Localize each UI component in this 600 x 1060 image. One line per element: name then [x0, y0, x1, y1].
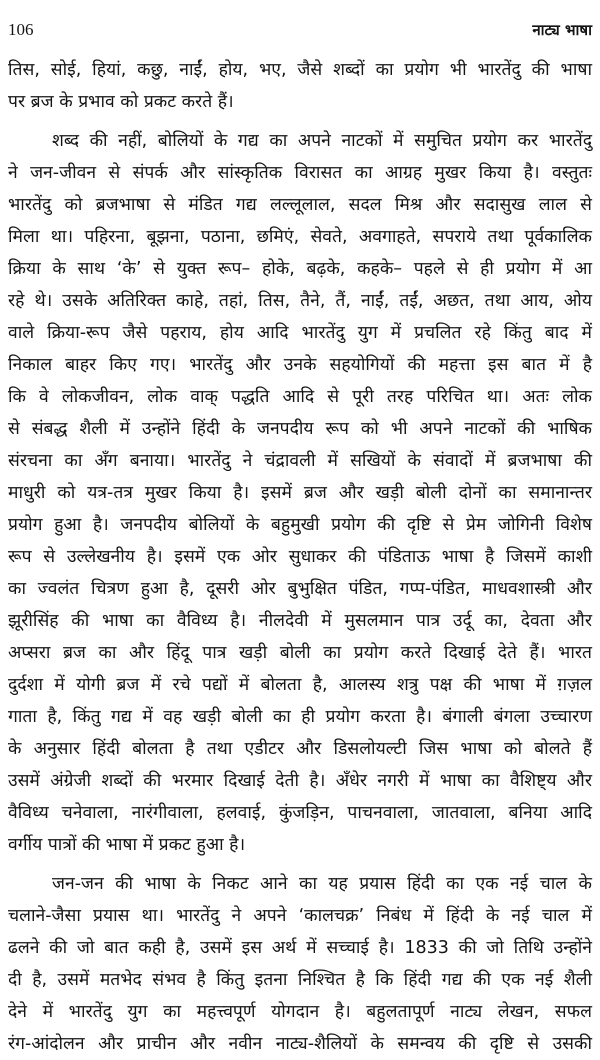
- text-line: वैविध्य चनेवाला, नारंगीवाला, हलवाई, कुंजड़िन, पाचनवाला, जातवाला, बनिया आदि: [8, 803, 592, 823]
- text-line: तिस, सोई, हियां, कछु, नाईं, होय, भए, जैसे शब्दों का प्रयोग भी भारतेंदु की भाषा: [8, 60, 592, 80]
- text-line: अप्सरा ब्रज का और हिंदू पात्र खड़ी बोली का प्रयोग करते दिखाई देते हैं। भारत: [8, 643, 592, 663]
- chapter-title: नाट्य भाषा: [532, 21, 592, 39]
- text-line: दुर्दशा में योगी ब्रज में रचे पद्यों में बोलता है, आलस्य शत्रु पक्ष की भाषा में ग़ज़ल: [8, 675, 592, 695]
- text-line: ढलने की जो बात कही है, उसमें इस अर्थ में सच्चाई है। 1833 की जो तिथि उन्होंने: [8, 938, 592, 958]
- text-line: प्रयोग हुआ है। जनपदीय बोलियों के बहुमुखी प्रयोग की दृष्टि से प्रेम जोगिनी विशेष: [8, 515, 592, 535]
- text-line: ने जन-जीवन से संपर्क और सांस्कृतिक विरासत का आग्रह मुखर किया है। वस्तुतः: [8, 163, 592, 183]
- text-line: पर ब्रज के प्रभाव को प्रकट करते हैं।: [8, 92, 234, 112]
- text-line: के अनुसार हिंदी बोलता है तथा एडीटर और डिसलोयल्टी जिस भाषा को बोलते हैं: [8, 739, 592, 759]
- paragraph: [8, 54, 592, 118]
- text-line: उसमें अंग्रेजी शब्दों की भरमार दिखाई देती है। अँधेर नगरी में भाषा का वैशिष्ट्य और: [8, 771, 592, 791]
- text-line: निकाल बाहर किए गए। भारतेंदु और उनके सहयोगियों की महत्ता इस बात में है: [8, 355, 592, 375]
- running-header: [8, 20, 592, 44]
- paragraph: [8, 125, 592, 861]
- text-line: भारतेंदु को ब्रजभाषा से मंडित गद्य लल्लूलाल, सदल मिश्र और सदासुख लाल से: [8, 195, 592, 215]
- paragraph: [8, 868, 592, 1060]
- text-line: रंग-आंदोलन और प्राचीन और नवीन नाट्य-शैलियों के समन्वय की दृष्टि से उसकी: [8, 1034, 592, 1054]
- text-line: का ज्वलंत चित्रण हुआ है, दूसरी ओर बुभुक्षित पंडित, गप्प-पंडित, माधवशास्त्री और: [8, 579, 592, 599]
- text-line: झूरीसिंह की भाषा का वैविध्य है। नीलदेवी में मुसलमान पात्र उर्दू का, देवता और: [8, 611, 592, 631]
- text-line: चलाने-जैसा प्रयास था। भारतेंदु ने अपने ‘कालचक्र’ निबंध में हिंदी के नई चाल में: [8, 906, 592, 926]
- text-line: देने में भारतेंदु युग का महत्त्वपूर्ण योगदान है। बहुलतापूर्ण नाट्य लेखन, सफल: [8, 1002, 592, 1022]
- text-line: वर्गीय पात्रों की भाषा में प्रकट हुआ है।: [8, 835, 246, 855]
- text-line: से संबद्ध शैली में उन्होंने हिंदी के जनपदीय रूप को भी अपने नाटकों की भाषिक: [8, 419, 592, 439]
- text-line: संरचना का अँग बनाया। भारतेंदु ने चंद्रावली में सखियों के संवादों में ब्रजभाषा की: [8, 451, 592, 471]
- text-line: क्रिया के साथ ‘के’ से युक्त रूप– होके, बढ़के, कहके– पहले से ही प्रयोग में आ: [8, 259, 592, 279]
- body-text: [8, 54, 592, 1060]
- text-line: शब्द की नहीं, बोलियों के गद्य का अपने नाटकों में समुचित प्रयोग कर भारतेंदु: [52, 131, 592, 151]
- text-line: मिला था। पहिरना, बूझना, पठाना, छमिएं, सेवते, अवगाहते, सपराये तथा पूर्वकालिक: [8, 227, 592, 247]
- text-line: माधुरी को यत्र-तत्र मुखर किया है। इसमें ब्रज और खड़ी बोली दोनों का समानान्तर: [8, 483, 592, 503]
- text-line: वाले क्रिया-रूप जैसे पहराय, होय आदि भारतेंदु युग में प्रचलित रहे किंतु बाद में: [8, 323, 592, 343]
- text-line: दी है, उसमें मतभेद संभव है किंतु इतना निश्चित है कि हिंदी गद्य की एक नई शैली: [8, 970, 592, 990]
- text-line: गाता है, किंतु गद्य में वह खड़ी बोली का ही प्रयोग करता है। बंगाली बंगला उच्चारण: [8, 707, 592, 727]
- text-line: रूप से उल्लेखनीय है। इसमें एक ओर सुधाकर की पंडिताऊ भाषा है जिसमें काशी: [8, 547, 592, 567]
- page-number: 106: [8, 20, 34, 39]
- text-line: जन-जन की भाषा के निकट आने का यह प्रयास हिंदी का एक नई चाल के: [52, 874, 592, 894]
- text-line: रहे थे। उसके अतिरिक्त काहे, तहां, तिस, तैने, तैं, नाईं, तईं, अछत, तथा आय, ओय: [8, 291, 592, 311]
- text-line: कि वे लोकजीवन, लोक वाक् पद्धति आदि से पूरी तरह परिचित था। अतः लोक: [8, 387, 592, 407]
